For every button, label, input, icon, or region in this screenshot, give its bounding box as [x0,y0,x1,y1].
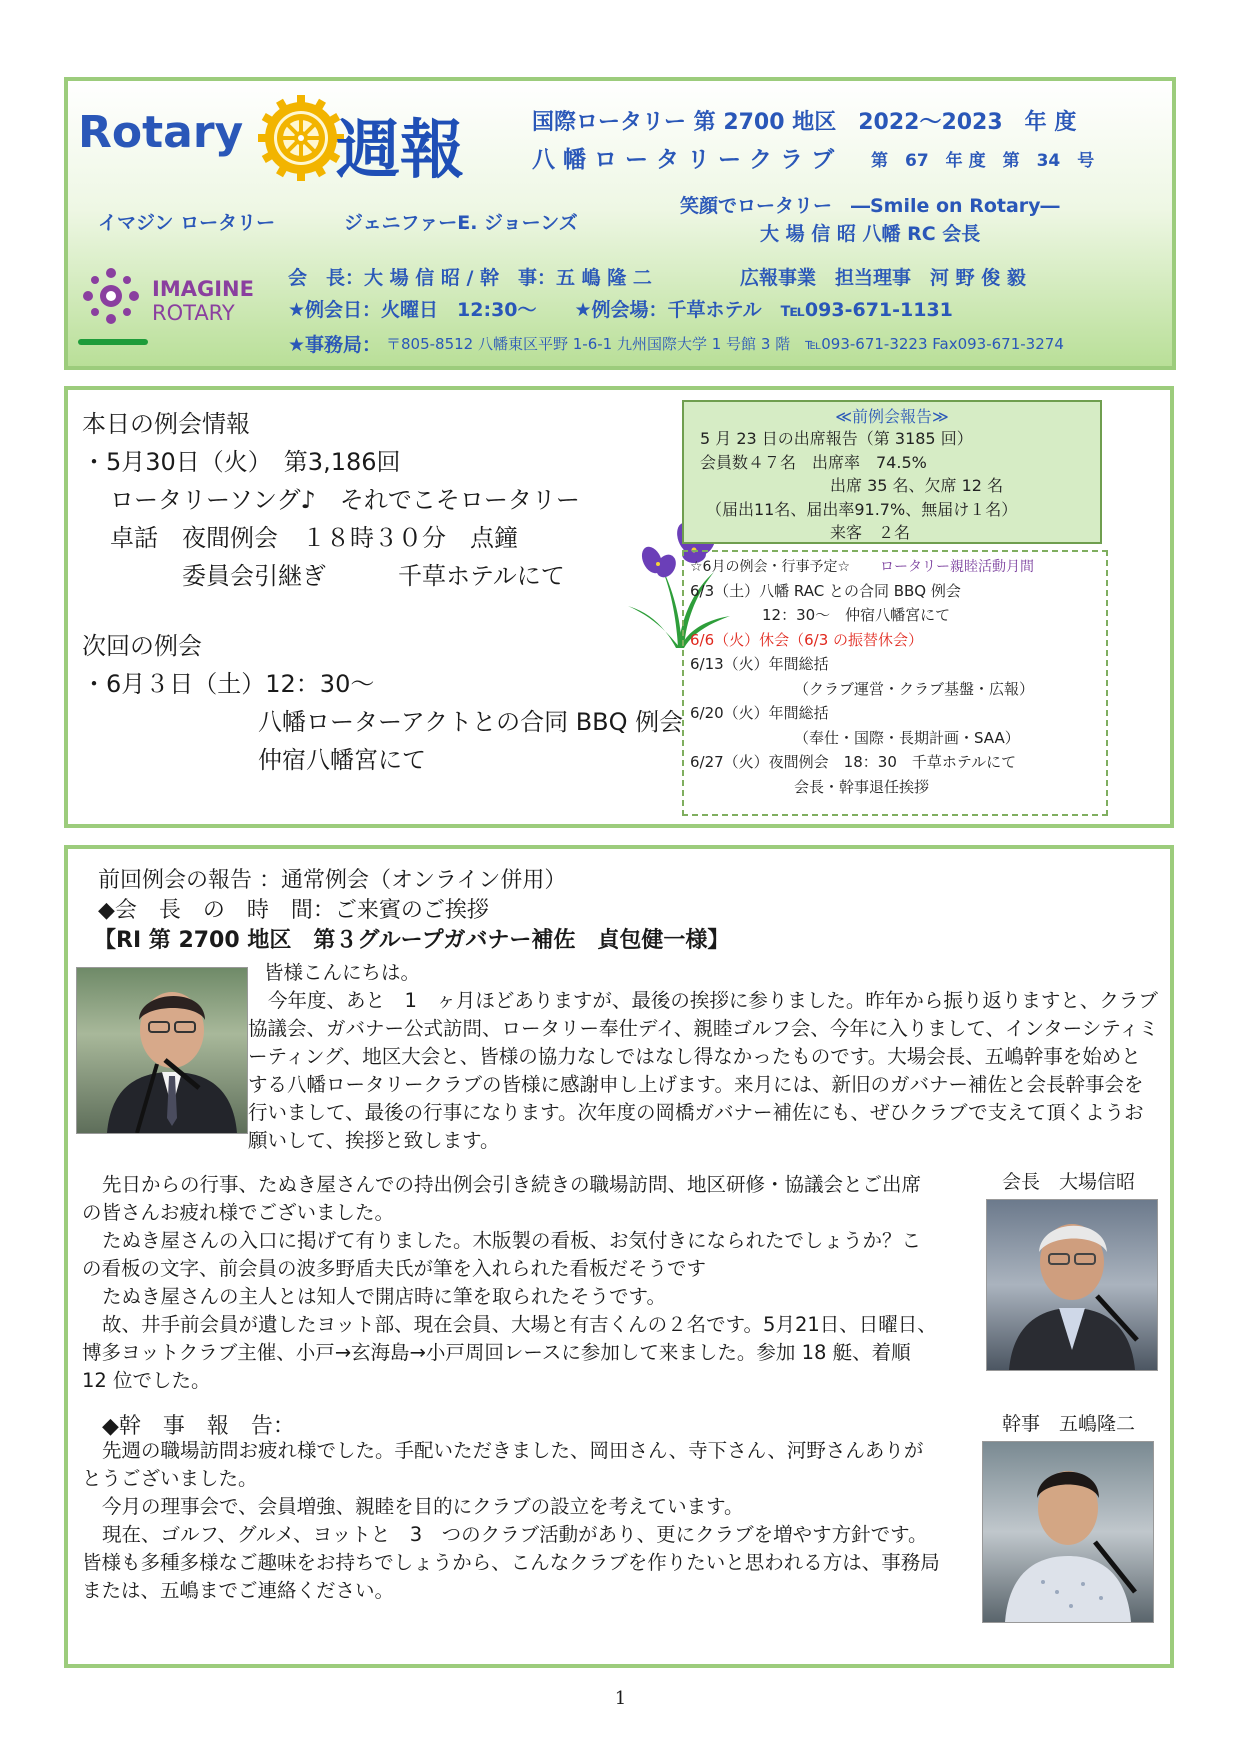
prev-report-line-4: （届出11名、届出率91.7%、無届け１名） [706,500,1018,519]
ri-president: ジェニファーE. ジョーンズ [344,212,578,234]
president-photo [986,1199,1158,1371]
president-para-1: 先日からの行事、たぬき屋さんでの持出例会引き続きの職場訪問、地区研修・協議会とご出席の皆さんお疲れ様でございました。 [82,1173,922,1224]
guest-greeting: 今年度、あと 1 ヶ月ほどありますが、最後の挨拶に参りました。昨年から振り返りますと、クラブ協議会、ガバナー公式訪問、ロータリー奉仕デイ、親睦ゴルフ会、今年に入りまして、インターシティミーティング、地区大会と、皆様の協力なしではなし得なかったものです。大場会長、五嶋幹事を始めとする八幡ロータリークラブの皆様に感謝申し上げます。来月には、新旧のガバナー補佐と会長幹事会を行いまして、最後の行事になります。次年度の岡橋ガバナー補佐にも、ぜひクラブで支えて頂くようお願いして、挨拶と致します。 [248,989,1159,1152]
schedule-month-theme: ロータリー親睦活動月間 [880,559,1034,575]
club-theme: 笑顔でロータリー ―Smile on Rotary― [680,195,1060,217]
today-meeting-box [64,386,1174,828]
prev-report-line-5: 来客 ２名 [830,523,911,542]
office-address: 〒805-8512 八幡東区平野 1-6-1 九州国際大学 1 号館 3 階 ℡093-671-3223 Fax093-671-3274 [386,335,1064,353]
report-title: 前回例会の報告 ：通常例会（オンライン併用） [98,868,567,893]
imagine-logo-text-2: ROTARY [152,301,235,325]
prev-report-line-2: 会員数４７名 出席率 74.5% [700,453,927,472]
logo-underline [78,339,148,345]
secretary-photo [982,1441,1154,1623]
prev-report-line-3: 出席 35 名、欠席 12 名 [830,476,1004,495]
schedule-item: 6/13（火）年間総括 [690,655,829,673]
ri-theme: イマジン ロータリー [98,212,276,234]
today-line-3: 卓話 夜間例会 １８時３０分 点鐘 [110,524,518,552]
previous-meeting-report [682,400,1102,544]
greeting-lead: 皆様こんにちは。 [264,961,421,984]
weekly-title: 週報 [336,113,464,188]
schedule-item-holiday: 6/6（火）休会（6/3 の振替休会） [690,631,924,649]
secretary-caption: 幹事 五嶋隆二 [1002,1413,1136,1435]
pr-officer: 広報事業 担当理事 河 野 俊 毅 [740,267,1026,289]
officers: 会 長：大 場 信 昭 / 幹 事：五 嶋 隆 二 [288,267,652,289]
prev-report-heading: ≪前例会報告≫ [835,407,949,426]
president-para-2: たぬき屋さんの入口に掲げて有りました。木版製の看板、お気付きになられたでしょうか？この看板の文字、前会員の波多野盾夫氏が筆を入れられた看板だそうです [82,1229,922,1280]
president-caption: 会長 大場信昭 [1002,1171,1136,1193]
today-line-4: 委員会引継ぎ 千草ホテルにて [182,562,565,590]
schedule-item: 12：30～ 仲宿八幡宮にて [762,606,951,624]
today-heading: 本日の例会情報 [82,410,250,438]
issue-number: 第 67 年 度 第 34 号 [871,151,1095,171]
imagine-logo-text-1: IMAGINE [152,277,254,301]
prev-report-line-1: 5 月 23 日の出席報告（第 3185 回） [700,429,973,448]
president-time-heading: ◆会 長 の 時 間：ご来賓のご挨拶 [98,898,489,923]
secretary-para-1: 先週の職場訪問お疲れ様でした。手配いただきました、岡田さん、寺下さん、河野さんありがとうございました。 [82,1439,924,1490]
office-label: ★事務局： [288,334,382,356]
guest-title: 【RI 第 2700 地区 第３グループガバナー補佐 貞包健一様】 [94,928,730,953]
page-number: 1 [614,1688,627,1709]
secretary-para-3: 現在、ゴルフ、グルメ、ヨットと 3 つのクラブ活動があり、更にクラブを増やす方針です。皆様も多種多様なご趣味をお持ちでしょうから、こんなクラブを作りたいと思われる方は、事務局または、五嶋までご連絡ください。 [82,1523,940,1602]
secretary-heading: ◆幹 事 報 告： [102,1414,295,1439]
meeting-info: ★例会日：火曜日 12:30～ ★例会場：千草ホテル ℡093-671-1131 [288,299,953,321]
club-president: 大 場 信 昭 八幡 RC 会長 [760,223,981,245]
today-line-2: ロータリーソング♪ それでこそロータリー [110,486,580,514]
district-year: 国際ロータリー 第 2700 地区 2022～2023 年 度 [532,110,1077,135]
president-para-3: たぬき屋さんの主人とは知人で開店時に筆を取られたそうです。 [102,1285,666,1308]
next-meeting-line-2: 八幡ローターアクトとの合同 BBQ 例会 [258,708,684,736]
imagine-rotary-logo-icon [82,267,140,325]
schedule-item: 会長・幹事退任挨拶 [794,778,930,796]
president-para-4: 故、井手前会員が遺したヨット部、現在会員、大場と有吉くんの２名です。5月21日、日曜日、博多ヨットクラブ主催、小戸→玄海島→小戸周回レースに参加して来ました。参加 18 艇、着順 12 位でした。 [82,1313,937,1392]
schedule-item: （奉仕・国際・長期計画・SAA） [794,729,1020,747]
schedule-item: （クラブ運営・クラブ基盤・広報） [794,680,1035,698]
rotary-wordmark: Rotary [78,107,244,158]
schedule-item: 6/3（土）八幡 RAC との合同 BBQ 例会 [690,582,961,600]
next-meeting-line-1: ・6月３日（土）12：30～ [82,670,375,698]
club-name: 八 幡 ロ ー タ リ ー ク ラ ブ [532,147,835,173]
guest-photo [76,967,248,1134]
meeting-report-box [64,845,1174,1668]
schedule-heading: ☆6月の例会・行事予定☆ [690,559,851,575]
masthead [64,77,1176,370]
today-line-1: ・5月30日（火） 第3,186回 [82,448,401,476]
next-meeting-line-3: 仲宿八幡宮にて [258,746,426,774]
rotary-wheel-icon [256,93,346,183]
june-schedule [682,550,1108,816]
secretary-para-2: 今月の理事会で、会員増強、親睦を目的にクラブの設立を考えています。 [102,1495,744,1518]
next-meeting-heading: 次回の例会 [82,632,202,660]
schedule-item: 6/27（火）夜間例会 18：30 千草ホテルにて [690,753,1017,771]
schedule-item: 6/20（火）年間総括 [690,704,829,722]
